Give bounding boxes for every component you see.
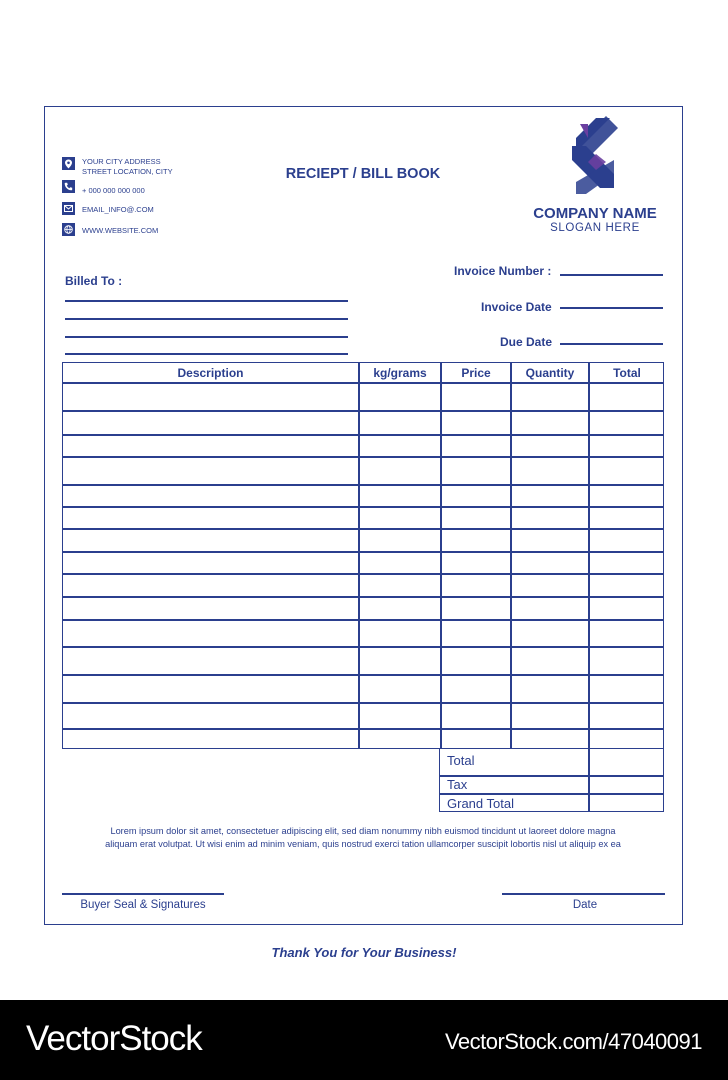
company-slogan: SLOGAN HERE (550, 222, 640, 234)
phone-number: + 000 000 000 000 (82, 186, 145, 195)
due-date-label: Due Date (500, 335, 553, 349)
billed-to-line-3[interactable] (65, 336, 348, 338)
table-row[interactable] (63, 596, 663, 598)
terms-line-1: Lorem ipsum dolor sit amet, consectetuer adipiscing elit, sed diam nonummy nibh euismod tincidunt ut laoreet dolore magna (110, 826, 616, 836)
table-row[interactable] (63, 410, 663, 412)
watermark-brand: VectorStock (26, 1019, 202, 1058)
due-date-field[interactable] (560, 343, 663, 345)
column-divider (358, 363, 360, 748)
table-row[interactable] (63, 702, 663, 704)
terms-text (62, 825, 664, 851)
totals-column-divider (588, 749, 590, 811)
items-table (62, 362, 664, 749)
date-signature-label: Date (572, 899, 598, 911)
table-row[interactable] (63, 484, 663, 486)
billed-to-line-1[interactable] (65, 300, 348, 302)
buyer-signature-line[interactable] (62, 893, 224, 895)
company-name: COMPANY NAME (533, 205, 657, 222)
watermark-id: VectorStock.com/47040091 (444, 1029, 702, 1054)
thank-you-message: Thank You for Your Business! (271, 945, 457, 960)
header-kg-grams: kg/grams (373, 366, 427, 380)
website-url: WWW.WEBSITE.COM (82, 226, 159, 235)
column-divider (510, 363, 512, 748)
table-row[interactable] (63, 551, 663, 553)
totals-box (439, 749, 664, 812)
address-line-1: YOUR CITY ADDRESS (82, 157, 161, 166)
header-price: Price (461, 366, 491, 380)
date-signature-line[interactable] (502, 893, 665, 895)
table-row[interactable] (63, 728, 663, 730)
invoice-number-label: Invoice Number : (454, 264, 552, 278)
totals-row-divider (440, 775, 663, 777)
table-row[interactable] (63, 646, 663, 648)
location-pin-icon (62, 157, 75, 170)
invoice-number-field[interactable] (560, 274, 663, 276)
table-row[interactable] (63, 674, 663, 676)
table-row[interactable] (63, 619, 663, 621)
grand-total-label: Grand Total (447, 796, 514, 811)
header-description: Description (177, 366, 244, 380)
totals-row-divider (440, 793, 663, 795)
table-row[interactable] (63, 434, 663, 436)
address-line-2: STREET LOCATION, CITY (82, 167, 173, 176)
table-row[interactable] (63, 456, 663, 458)
table-row[interactable] (63, 382, 663, 384)
terms-line-2: aliquam erat volutpat. Ut wisi enim ad minim veniam, quis nostrud exerci tation ullamcorper suscipit lobortis nisl ut aliquip ex ea (105, 839, 621, 849)
phone-icon (62, 180, 75, 193)
invoice-date-field[interactable] (560, 307, 663, 309)
total-label: Total (447, 753, 475, 768)
header-total: Total (613, 366, 641, 380)
billed-to-label: Billed To : (65, 274, 123, 288)
company-logo-icon (566, 116, 622, 196)
column-divider (588, 363, 590, 748)
table-row[interactable] (63, 506, 663, 508)
tax-label: Tax (447, 777, 468, 792)
email-address: EMAIL_INFO@.COM (82, 205, 154, 214)
billed-to-line-4[interactable] (65, 353, 348, 355)
buyer-signature-label: Buyer Seal & Signatures (80, 899, 206, 911)
document-title: RECIEPT / BILL BOOK (285, 166, 441, 182)
table-row[interactable] (63, 573, 663, 575)
mail-icon (62, 202, 75, 215)
column-divider (440, 363, 442, 748)
header-quantity: Quantity (525, 366, 575, 380)
invoice-date-label: Invoice Date (481, 300, 552, 314)
billed-to-line-2[interactable] (65, 318, 348, 320)
globe-icon (62, 223, 75, 236)
table-row[interactable] (63, 528, 663, 530)
